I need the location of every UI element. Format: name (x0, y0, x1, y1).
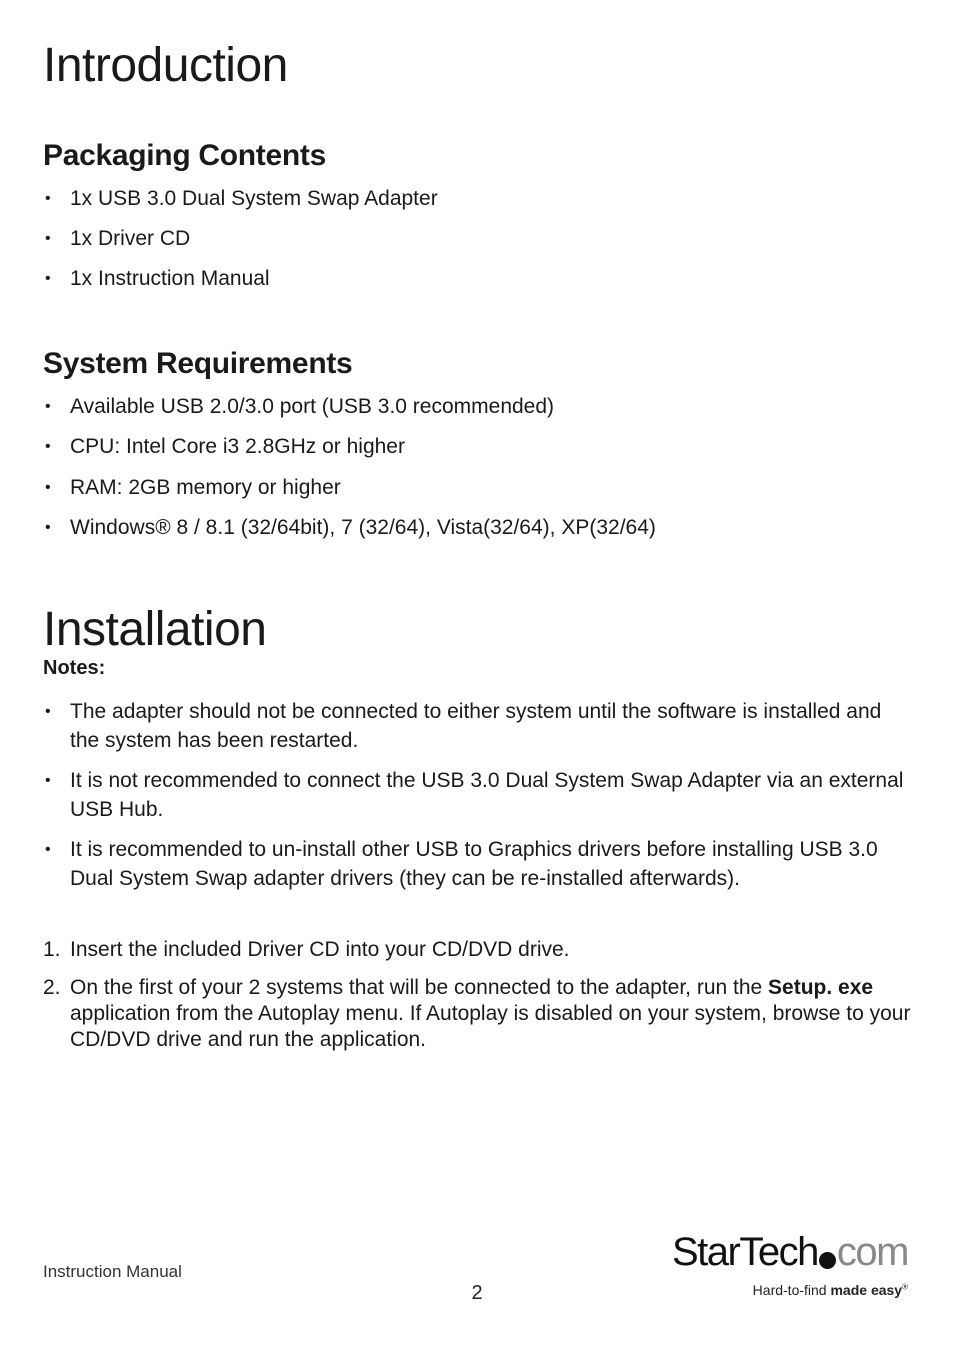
step-text: On the first of your 2 systems that will be connected to the adapter, run the (70, 976, 769, 999)
logo-tagline: Hard-to-find made easy® (752, 1282, 908, 1298)
notes-list (43, 697, 913, 893)
logo-dot-icon (819, 1252, 836, 1269)
list-item: • The adapter should not be connected to either system until the software is installed and the system has been restarted. (43, 697, 913, 755)
list-item (43, 975, 913, 1053)
step-number: 1. (43, 938, 61, 961)
installation-title: Installation (43, 603, 267, 656)
logo-wordmark: StarTech com (672, 1230, 908, 1274)
step-number: 2. (43, 976, 61, 999)
list-item: • CPU: Intel Core i3 2.8GHz or higher (43, 432, 913, 461)
list-item: • RAM: 2GB memory or higher (43, 473, 913, 502)
introduction-title: Introduction (43, 39, 288, 92)
requirements-list (43, 392, 913, 542)
packaging-list (43, 184, 913, 293)
list-item: • Windows® 8 / 8.1 (32/64bit), 7 (32/64), Vista(32/64), XP(32/64) (43, 513, 913, 542)
list-item: • 1x Driver CD (43, 224, 913, 253)
list-item: • Available USB 2.0/3.0 port (USB 3.0 recommended) (43, 392, 913, 421)
setup-exe-filename: Setup. exe (768, 976, 874, 999)
requirements-heading: System Requirements (43, 347, 353, 380)
startech-logo (672, 1232, 912, 1304)
list-item (43, 937, 913, 963)
footer-label: Instruction Manual (43, 1262, 182, 1281)
notes-label: Notes: (43, 657, 106, 679)
step-text: application from the Autoplay menu. If Autoplay is disabled on your system, browse to your CD/DVD drive and run the application. (70, 1002, 911, 1051)
list-item: • 1x USB 3.0 Dual System Swap Adapter (43, 184, 913, 213)
packaging-heading: Packaging Contents (43, 139, 326, 172)
page-number: 2 (471, 1282, 483, 1304)
list-item: • 1x Instruction Manual (43, 264, 913, 293)
list-item: • It is not recommended to connect the USB 3.0 Dual System Swap Adapter via an external USB Hub. (43, 766, 913, 824)
list-item: • It is recommended to un-install other USB to Graphics drivers before installing USB 3.0 Dual System Swap adapter drivers (they can be re-installed afterwards). (43, 835, 913, 893)
step-text: Insert the included Driver CD into your CD/DVD drive. (70, 938, 570, 961)
installation-steps (43, 937, 913, 1053)
